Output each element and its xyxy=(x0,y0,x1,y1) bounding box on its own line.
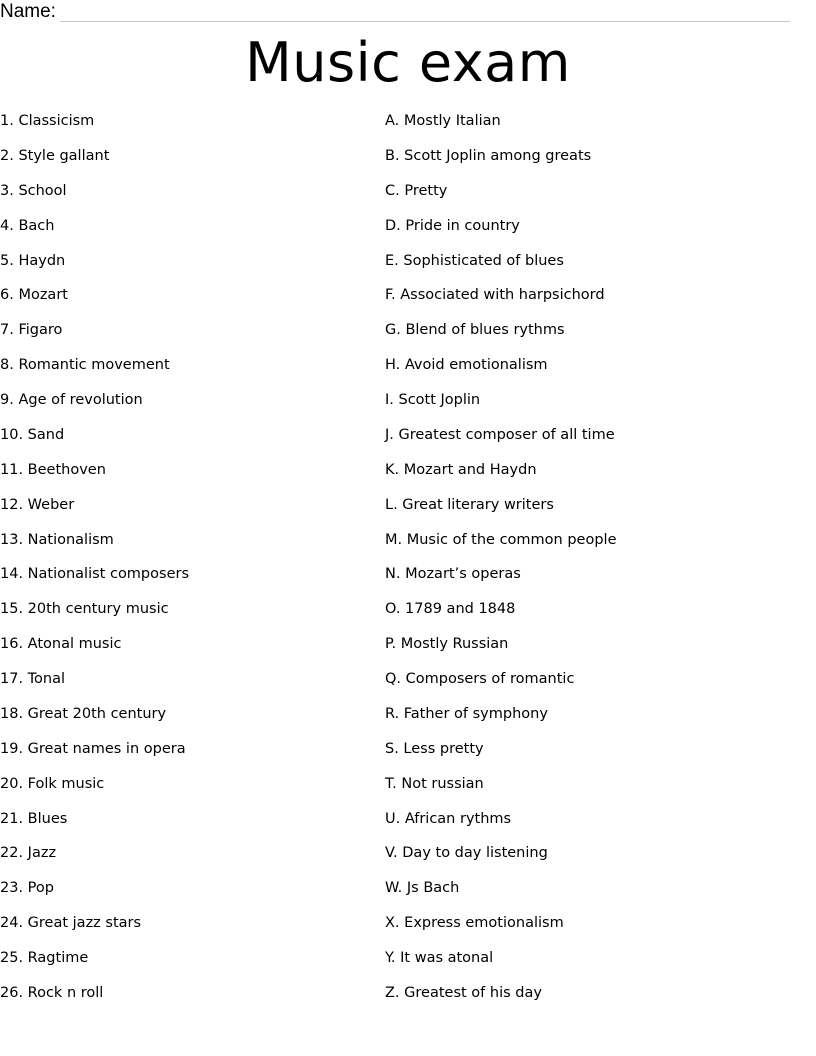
term-item: 19. Great names in opera xyxy=(0,740,186,757)
definition-item: U. African rythms xyxy=(385,810,512,827)
definition-item: V. Day to day listening xyxy=(385,845,548,862)
definition-item: I. Scott Joplin xyxy=(385,392,481,408)
definition-item: L. Great literary writers xyxy=(385,496,554,513)
name-label: Name: xyxy=(0,1,56,22)
definition-item: J. Greatest composer of all time xyxy=(385,426,615,443)
name-row xyxy=(0,0,790,22)
definition-item: B. Scott Joplin among greats xyxy=(385,147,592,164)
definition-item: S. Less pretty xyxy=(385,740,484,757)
term-item: 9. Age of revolution xyxy=(0,392,143,408)
term-item: 6. Mozart xyxy=(0,287,68,304)
term-item: 22. Jazz xyxy=(0,845,57,862)
term-item: 18. Great 20th century xyxy=(0,705,167,722)
term-item: 5. Haydn xyxy=(0,252,66,269)
definition-item: A. Mostly Italian xyxy=(385,113,501,129)
definition-item: T. Not russian xyxy=(385,775,484,792)
definition-item: Q. Composers of romantic xyxy=(385,671,575,687)
term-item: 23. Pop xyxy=(0,880,54,897)
page-title: Music exam xyxy=(245,31,571,94)
term-item: 17. Tonal xyxy=(0,671,66,687)
term-item: 14. Nationalist composers xyxy=(0,566,190,583)
definition-item: C. Pretty xyxy=(385,182,448,199)
term-item: 2. Style gallant xyxy=(0,147,110,164)
term-item: 7. Figaro xyxy=(0,322,63,339)
definition-item: H. Avoid emotionalism xyxy=(385,357,548,374)
definitions-list xyxy=(385,104,805,1011)
definition-item: D. Pride in country xyxy=(385,217,520,234)
term-item: 8. Romantic movement xyxy=(0,357,170,374)
term-item: 20. Folk music xyxy=(0,775,105,792)
term-item: 1. Classicism xyxy=(0,113,95,129)
term-item: 16. Atonal music xyxy=(0,636,122,653)
term-item: 12. Weber xyxy=(0,496,75,513)
term-item: 21. Blues xyxy=(0,810,68,827)
definition-item: M. Music of the common people xyxy=(385,531,617,548)
definition-item: Z. Greatest of his day xyxy=(385,984,542,1001)
term-item: 26. Rock n roll xyxy=(0,984,104,1001)
definition-item: X. Express emotionalism xyxy=(385,915,564,932)
term-item: 13. Nationalism xyxy=(0,531,114,548)
definition-item: Y. It was atonal xyxy=(385,950,494,966)
definition-item: K. Mozart and Haydn xyxy=(385,461,537,478)
definition-item: O. 1789 and 1848 xyxy=(385,601,516,618)
term-item: 15. 20th century music xyxy=(0,601,169,618)
definition-item: F. Associated with harpsichord xyxy=(385,287,605,304)
definition-item: N. Mozart’s operas xyxy=(385,566,521,583)
term-item: 10. Sand xyxy=(0,426,65,443)
term-item: 11. Beethoven xyxy=(0,461,106,478)
definition-item: R. Father of symphony xyxy=(385,705,548,722)
term-item: 3. School xyxy=(0,182,67,199)
definition-item: P. Mostly Russian xyxy=(385,636,509,653)
term-item: 24. Great jazz stars xyxy=(0,915,142,932)
definition-item: G. Blend of blues rythms xyxy=(385,322,565,339)
terms-list xyxy=(0,104,370,1011)
term-item: 4. Bach xyxy=(0,217,55,234)
definition-item: E. Sophisticated of blues xyxy=(385,252,564,269)
name-line xyxy=(60,4,790,22)
definition-item: W. Js Bach xyxy=(385,880,460,897)
term-item: 25. Ragtime xyxy=(0,950,89,966)
